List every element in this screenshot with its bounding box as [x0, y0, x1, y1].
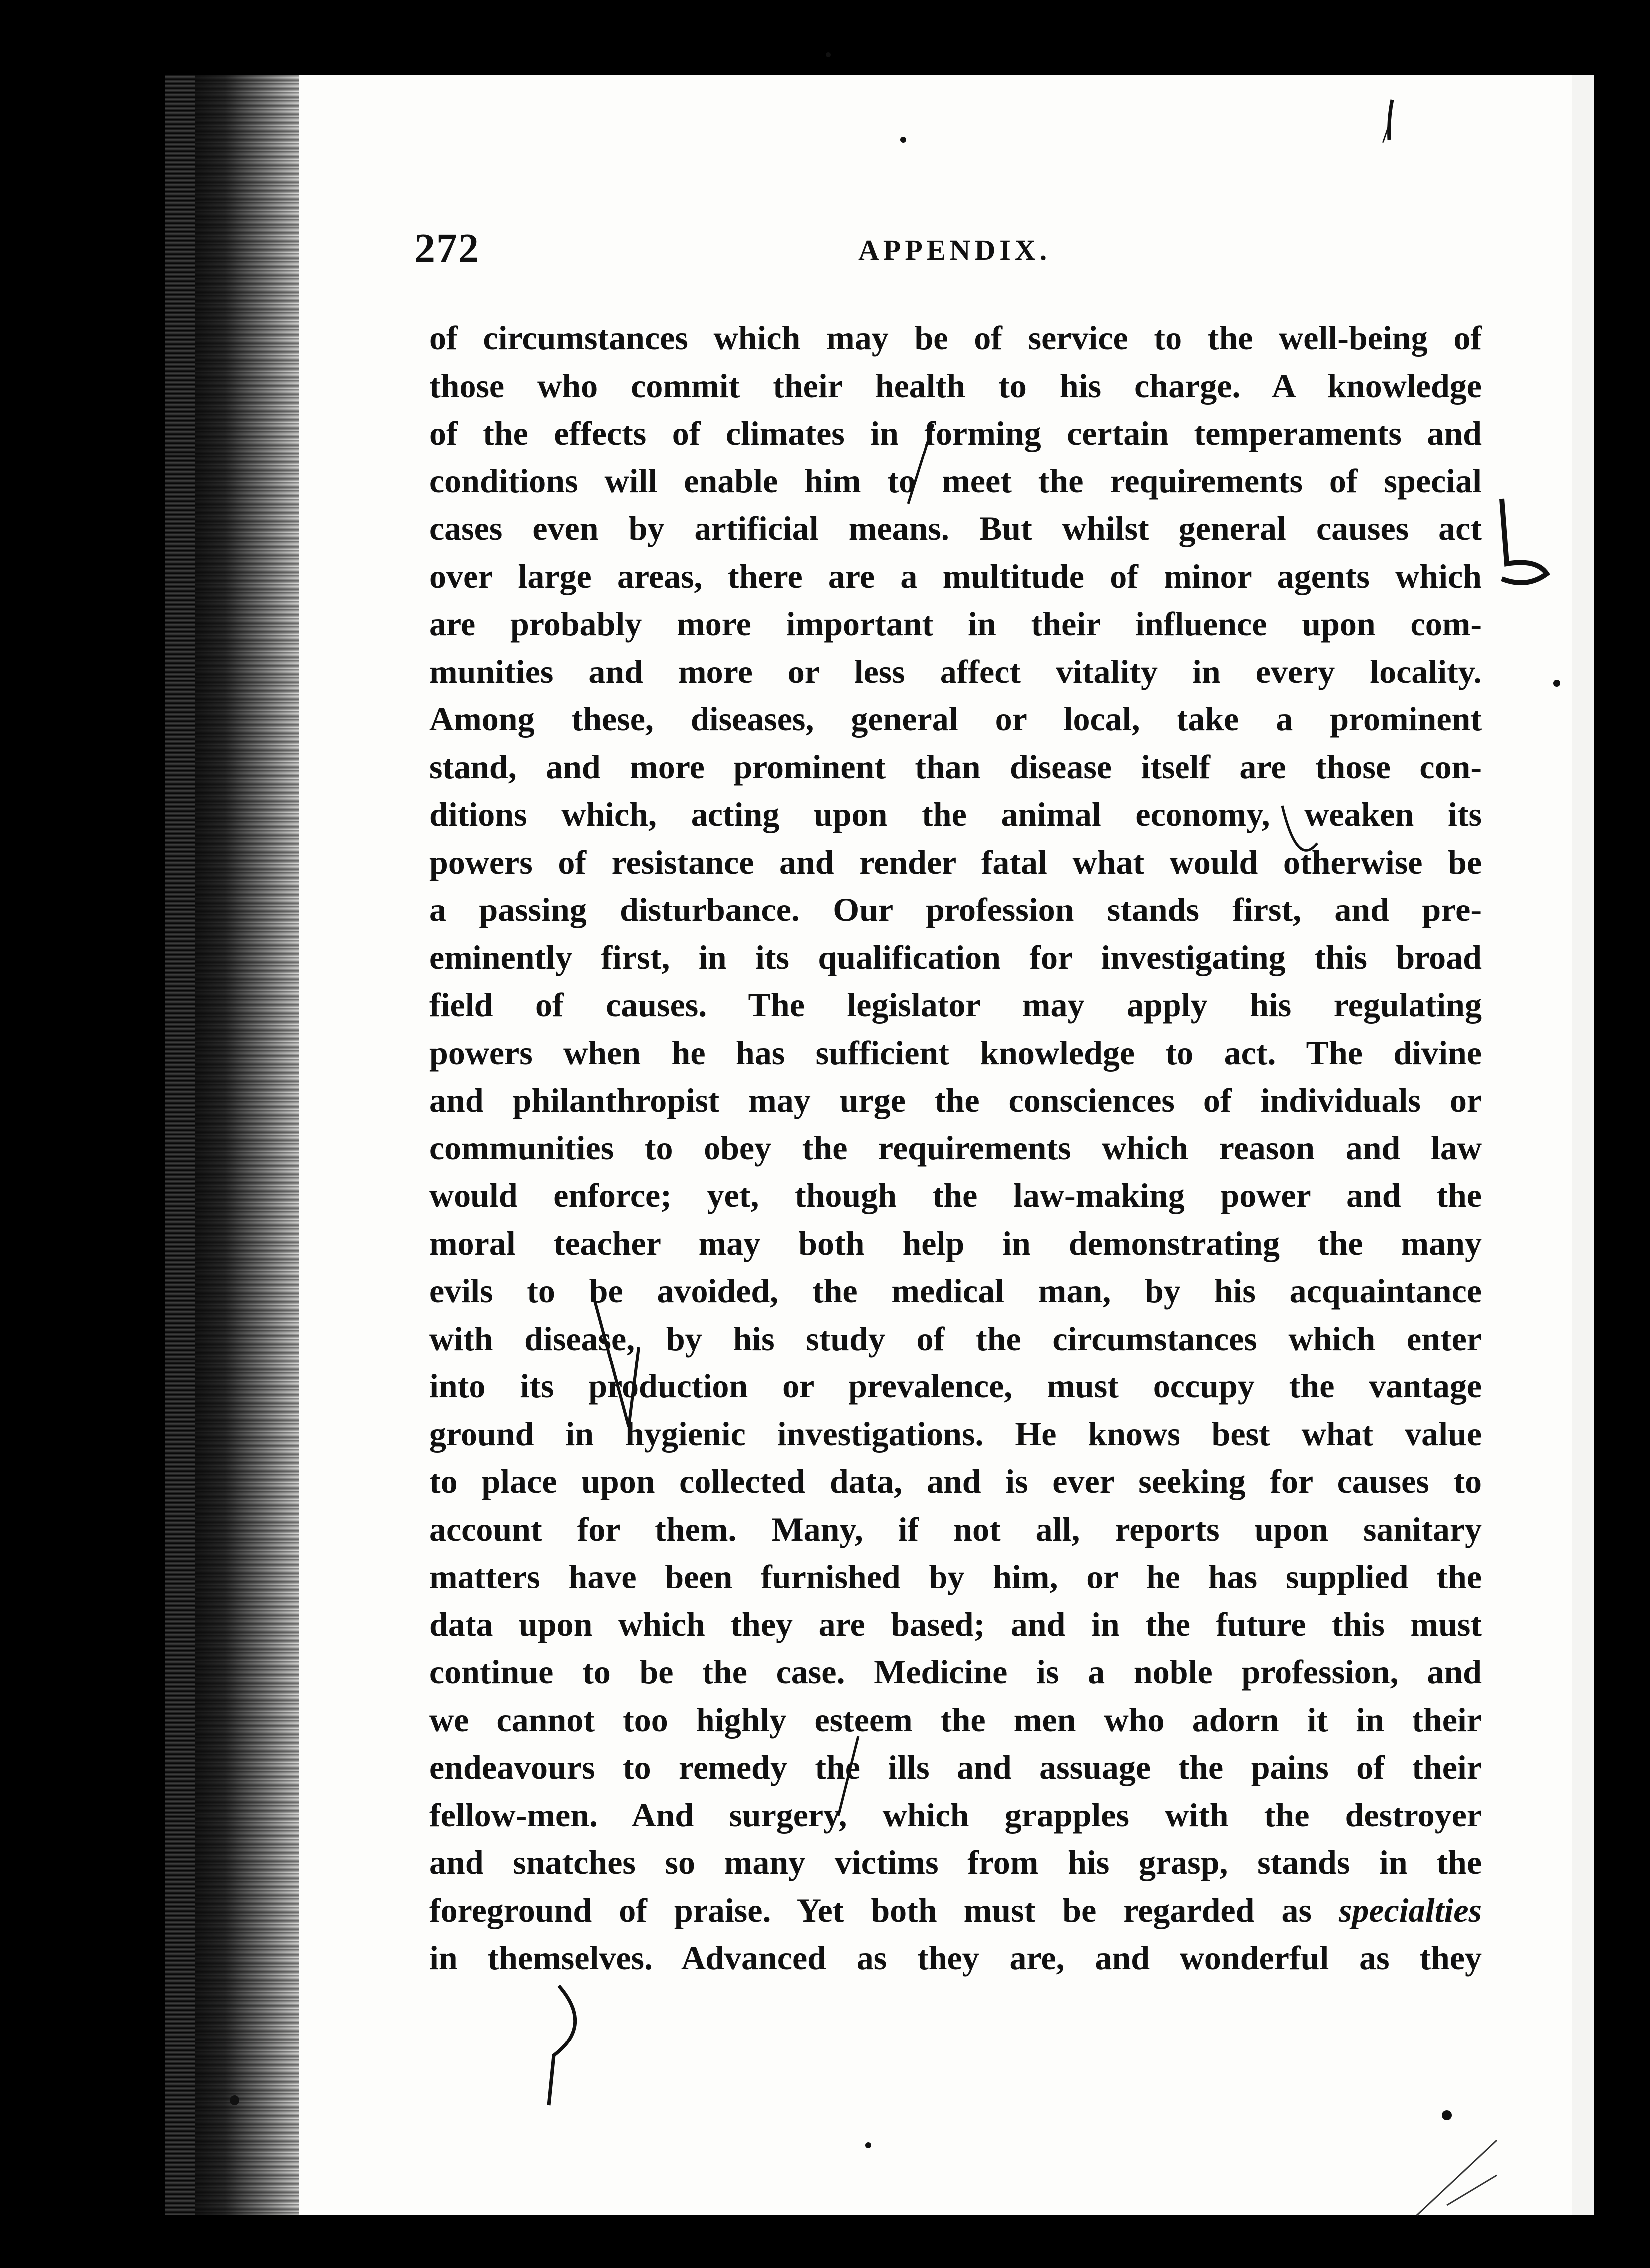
page-header	[414, 225, 1487, 279]
text-line: stand, and more prominent than disease itself are those con-	[429, 747, 1482, 786]
text-line: data upon which they are based; and in the future this must	[429, 1605, 1482, 1643]
text-line: are probably more important in their influence upon com-	[429, 605, 1482, 643]
text-line: Among these, diseases, general or local, take a prominent	[429, 700, 1482, 738]
text-line: of circumstances which may be of service to the well-being of	[429, 319, 1482, 357]
text-line: powers of resistance and render fatal what would otherwise be	[429, 843, 1482, 881]
text-line: munities and more or less affect vitality in every locality.	[429, 652, 1482, 690]
text-line: a passing disturbance. Our profession stands first, and pre-	[429, 891, 1482, 928]
page-gutter-shadow	[185, 75, 299, 2225]
page-spine-edge	[165, 75, 195, 2225]
body-text	[429, 314, 1482, 1982]
text-line: powers when he has sufficient knowledge to act. The divine	[429, 1033, 1482, 1072]
text-line: to place upon collected data, and is ever seeking for causes to	[429, 1462, 1482, 1500]
text-line: eminently first, in its qualification for investigating this broad	[429, 938, 1482, 976]
italic-word: specialties	[1338, 1891, 1482, 1929]
bottom-scan-border	[165, 2215, 1650, 2268]
text-line: in themselves. Advanced as they are, and wonderful as they	[429, 1939, 1482, 1977]
text-line: those who commit their health to his charge. A knowledge	[429, 366, 1482, 405]
text-line-start: foreground of praise. Yet both must be regarded as	[429, 1891, 1312, 1929]
text-line: over large areas, there are a multitude of minor agents which	[429, 557, 1482, 595]
text-line: would enforce; yet, though the law-making power and the	[429, 1176, 1482, 1214]
text-line: conditions will enable him to meet the requirements of special	[429, 461, 1482, 500]
text-line: of the effects of climates in forming certain temperaments and	[429, 414, 1482, 452]
right-page-edge	[1572, 75, 1594, 2225]
text-line: evils to be avoided, the medical man, by his acquaintance	[429, 1272, 1482, 1310]
text-line: fellow-men. And surgery, which grapples with the destroyer	[429, 1796, 1482, 1834]
right-scan-border	[1594, 75, 1650, 2268]
text-line: with disease, by his study of the circumstances which enter	[429, 1319, 1482, 1358]
text-line: field of causes. The legislator may apply his regulating	[429, 986, 1482, 1024]
text-line: cases even by artificial means. But whilst general causes act	[429, 509, 1482, 547]
text-line: ditions which, acting upon the animal economy, weaken its	[429, 795, 1482, 833]
text-line: we cannot too highly esteem the men who adorn it in their	[429, 1700, 1482, 1739]
margin-mark-top: /	[1382, 116, 1391, 149]
text-line: into its production or prevalence, must occupy the vantage	[429, 1367, 1482, 1405]
text-line: moral teacher may both help in demonstrating the many	[429, 1224, 1482, 1262]
text-line: ground in hygienic investigations. He knows best what value	[429, 1414, 1482, 1453]
text-line: and philanthropist may urge the consciences of individuals or	[429, 1081, 1482, 1119]
text-line: matters have been furnished by him, or he has supplied the	[429, 1558, 1482, 1595]
text-line: endeavours to remedy the ills and assuage the pains of their	[429, 1748, 1482, 1786]
text-line: continue to be the case. Medicine is a noble profession, and	[429, 1653, 1482, 1691]
text-line: and snatches so many victims from his grasp, stands in the	[429, 1843, 1482, 1881]
text-line	[429, 1887, 1482, 1935]
text-line: account for them. Many, if not all, reports upon sanitary	[429, 1510, 1482, 1548]
running-head: APPENDIX.	[858, 234, 1051, 266]
text-line: communities to obey the requirements which reason and law	[429, 1129, 1482, 1167]
page-number: 272	[414, 226, 480, 272]
